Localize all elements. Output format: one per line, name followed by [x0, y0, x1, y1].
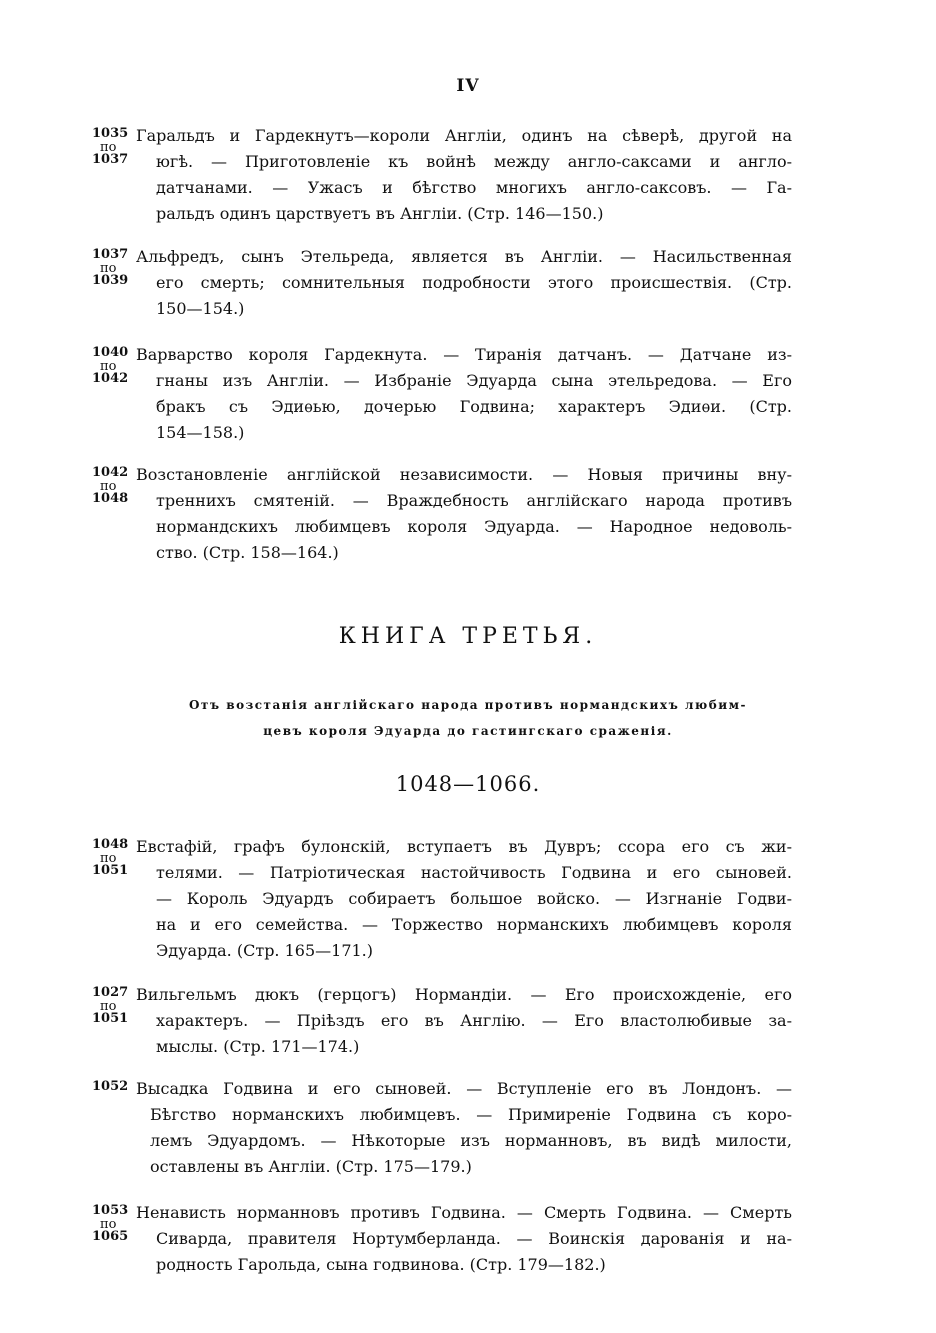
year-range	[92, 1204, 136, 1244]
year-to: 1065	[92, 1229, 129, 1244]
year-range	[92, 466, 136, 506]
year-from: 1053	[92, 1203, 129, 1218]
year-range	[92, 1080, 136, 1094]
entry-text-line: телями. — Патріотическая настойчивость Годвина и его сыновей.	[156, 863, 792, 882]
year-range	[92, 986, 136, 1026]
entry-text-line: родность Гарольда, сына годвинова. (Стр. 179—182.)	[156, 1255, 606, 1274]
entry-text-line: ство. (Стр. 158—164.)	[156, 543, 339, 562]
year-connector: по	[100, 999, 117, 1014]
entry-text-line: треннихъ смятеній. — Враждебность англійскаго народа противъ	[156, 491, 792, 510]
year-range	[92, 127, 136, 167]
entry-text-line: 154—158.)	[156, 423, 245, 442]
year-connector: по	[100, 1217, 117, 1232]
entry-text-line: лемъ Эдуардомъ. — Нѣкоторые изъ норманновъ, въ видѣ милости,	[150, 1131, 792, 1150]
year-from: 1040	[92, 345, 129, 360]
entry-text-line: его смерть; сомнительныя подробности этого происшествія. (Стр.	[156, 273, 792, 292]
year-to: 1042	[92, 371, 129, 386]
year-connector: по	[100, 479, 117, 494]
entry-text-line: югѣ. — Приготовленіе къ войнѣ между англо-саксами и англо-	[156, 152, 792, 171]
year-range	[92, 248, 136, 288]
entry-text-line: характеръ. — Пріѣздъ его въ Англію. — Его властолюбивые за-	[156, 1011, 792, 1030]
year-to: 1037	[92, 152, 129, 167]
entry-text-line: Евстафій, графъ булонскій, вступаетъ въ Дувръ; ссора его съ жи-	[136, 837, 792, 856]
entry-text-line: Возстановленіе англійской независимости. — Новыя причины вну-	[136, 465, 792, 484]
year-from: 1052	[92, 1079, 129, 1094]
entry-text-line: Бѣгство норманскихъ любимцевъ. — Примиреніе Годвина съ коро-	[150, 1105, 792, 1124]
entry-text-line: датчанами. — Ужасъ и бѣгство многихъ англо-саксовъ. — Га-	[156, 178, 792, 197]
year-to: 1051	[92, 1011, 129, 1026]
year-connector: по	[100, 140, 117, 155]
entry-text-line: Альфредъ, сынъ Этельреда, является въ Англіи. — Насильственная	[136, 247, 792, 266]
entry-text-line: Эдуарда. (Стр. 165—171.)	[156, 941, 374, 960]
entry-text-line: Высадка Годвина и его сыновей. — Вступленіе его въ Лондонъ. —	[136, 1079, 792, 1098]
book-subtitle-line: Отъ возстанія англійскаго народа противъ нормандскихъ любим-	[188, 698, 748, 712]
entry-text-line: бракъ съ Эдиѳью, дочерью Годвина; характеръ Эдиѳи. (Стр.	[156, 397, 792, 416]
entry-text-line: Ненависть норманновъ противъ Годвина. — Смерть Годвина. — Смерть	[136, 1203, 792, 1222]
book-title: КНИГА ТРЕТЬЯ.	[338, 624, 598, 649]
page-number: IV	[456, 76, 480, 96]
year-to: 1051	[92, 863, 129, 878]
entry-text-line: ральдъ одинъ царствуетъ въ Англіи. (Стр. 146—150.)	[156, 204, 604, 223]
year-from: 1027	[92, 985, 129, 1000]
year-to: 1039	[92, 273, 129, 288]
year-from: 1048	[92, 837, 129, 852]
year-range	[92, 838, 136, 878]
entry-text-line: на и его семейства. — Торжество норманскихъ любимцевъ короля	[156, 915, 792, 934]
entry-text-line: оставлены въ Англіи. (Стр. 175—179.)	[150, 1157, 472, 1176]
year-range	[92, 346, 136, 386]
year-from: 1042	[92, 465, 129, 480]
entry-text-line: Вильгельмъ дюкъ (герцогъ) Нормандіи. — Его происхожденіе, его	[136, 985, 792, 1004]
year-connector: по	[100, 359, 117, 374]
year-to: 1048	[92, 491, 129, 506]
year-from: 1035	[92, 126, 129, 141]
entry-text-line: Варварство короля Гардекнута. — Тиранія датчанъ. — Датчане из-	[136, 345, 792, 364]
year-connector: по	[100, 851, 117, 866]
entry-text-line: мыслы. (Стр. 171—174.)	[156, 1037, 360, 1056]
entry-text-line: нормандскихъ любимцевъ короля Эдуарда. — Народное недоволь-	[156, 517, 792, 536]
year-from: 1037	[92, 247, 129, 262]
year-connector: по	[100, 261, 117, 276]
entry-text-line: — Король Эдуардъ собираетъ большое войско. — Изгнаніе Годви-	[156, 889, 792, 908]
entry-text-line: Гаральдъ и Гардекнутъ—короли Англіи, одинъ на сѣверѣ, другой на	[136, 126, 792, 145]
entry-text-line: гнаны изъ Англіи. — Избраніе Эдуарда сына этельредова. — Его	[156, 371, 792, 390]
book-date-range: 1048—1066.	[395, 772, 541, 796]
entry-text-line: Сиварда, правителя Нортумберланда. — Воинскія дарованія и на-	[156, 1229, 792, 1248]
book-subtitle-line: цевъ короля Эдуарда до гастингскаго сраженія.	[263, 724, 673, 738]
entry-text-line: 150—154.)	[156, 299, 245, 318]
